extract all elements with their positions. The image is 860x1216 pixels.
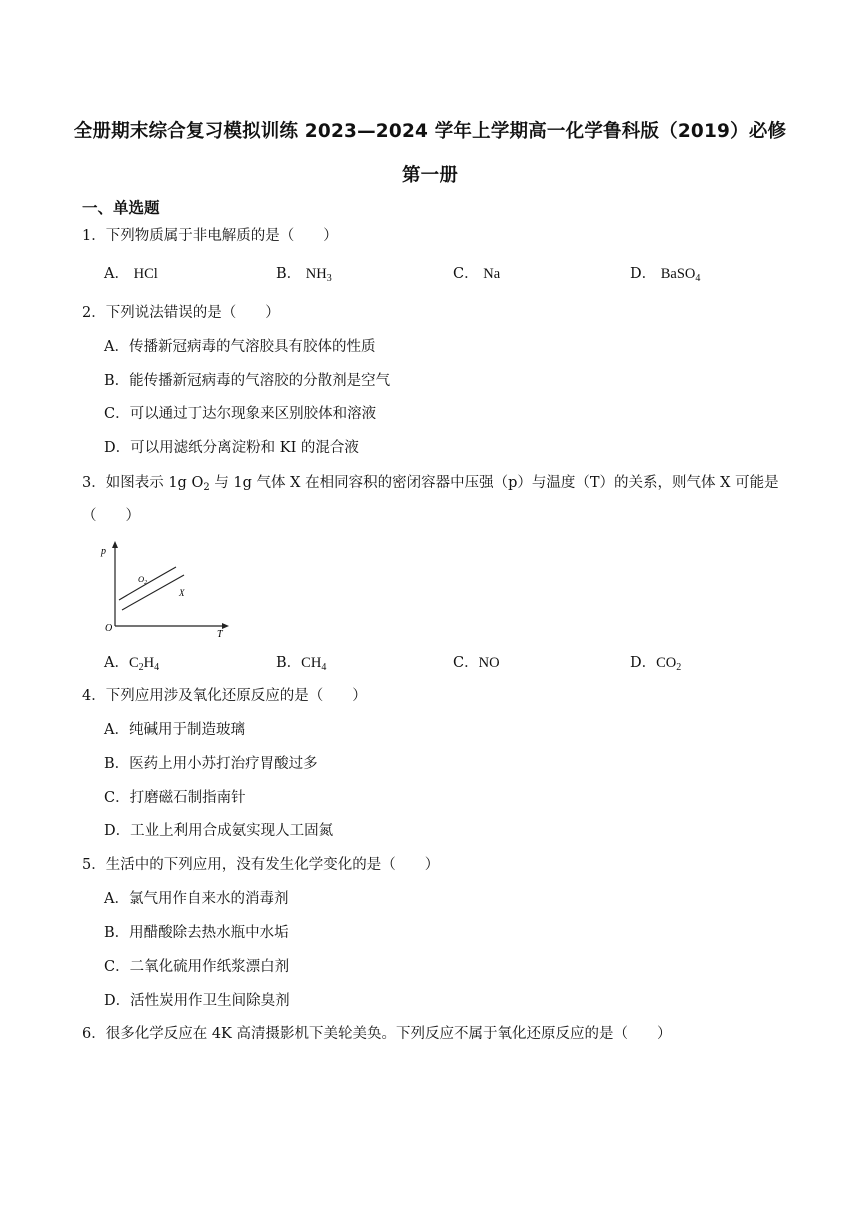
q4-option-c[interactable]: C．打磨磁石制指南针 [104,790,246,806]
q2-option-a[interactable]: A．传播新冠病毒的气溶胶具有胶体的性质 [104,339,376,355]
q4-option-b[interactable]: B．医药上用小苏打治疗胃酸过多 [104,756,318,772]
section-heading: 一、单选题 [82,199,160,217]
q4-option-d[interactable]: D．工业上利用合成氨实现人工固氮 [104,823,334,839]
option-text: NH [305,266,327,282]
question-6-stem: 6．很多化学反应在 4K 高清摄影机下美轮美奂。下列反应不属于氧化还原反应的是（ ） [82,1026,672,1042]
option-text: HCl [133,266,158,282]
document-title-line1: 全册期末综合复习模拟训练 2023—2024 学年上学期高一化学鲁科版（2019）必修 [73,121,787,142]
option-subscript: 3 [326,273,332,284]
document-title-line2: 第一册 [401,165,459,186]
option-subscript: 4 [695,273,701,284]
q1-option-b[interactable] [276,264,332,284]
q5-option-a[interactable]: A．氯气用作自来水的消毒剂 [104,891,289,907]
y-axis-arrow [112,541,118,548]
y-axis-label: p [101,546,106,557]
x-axis-arrow [222,623,229,629]
option-key: C． [453,266,479,282]
option-key: B． [276,266,302,282]
option-key: D． [630,266,657,282]
curve-x-label: X [179,588,185,598]
q3-option-c[interactable]: C．NO [453,655,500,671]
question-2-stem: 2．下列说法错误的是（ ） [82,305,280,321]
q2-option-d[interactable]: D．可以用滤纸分离淀粉和 KI 的混合液 [104,440,359,456]
q2-option-c[interactable]: C．可以通过丁达尔现象来区别胶体和溶液 [104,406,377,422]
q5-option-c[interactable]: C．二氧化硫用作纸浆漂白剂 [104,959,290,975]
q2-option-b[interactable]: B．能传播新冠病毒的气溶胶的分散剂是空气 [104,373,391,389]
q4-option-a[interactable]: A．纯碱用于制造玻璃 [104,722,245,738]
q5-option-d[interactable]: D．活性炭用作卫生间除臭剂 [104,993,290,1009]
option-text: Na [483,266,501,282]
q3-option-a[interactable]: A．$C_2H_4$ [104,655,160,673]
option-text: BaSO [660,266,696,282]
option-key: A． [104,266,129,282]
q1-option-c[interactable] [453,264,500,284]
q1-option-d[interactable] [630,264,700,284]
x-axis-label: T [217,629,223,640]
pressure-temperature-figure [98,540,233,640]
question-1-stem: 1．下列物质属于非电解质的是（ ） [82,228,338,244]
q5-option-b[interactable]: B．用醋酸除去热水瓶中水垢 [104,925,289,941]
curve-o2-label: $O_2$ [138,574,148,586]
q3-option-b[interactable]: B．$CH_4$ [276,655,327,673]
q1-option-a[interactable] [104,264,158,284]
question-4-stem: 4．下列应用涉及氧化还原反应的是（ ） [82,688,367,704]
origin-label: O [105,623,113,634]
question-5-stem: 5．生活中的下列应用，没有发生化学变化的是（ ） [82,857,440,873]
question-3-stem: 3．如图表示 1g $O_2$ 与 1g 气体 X 在相同容积的密闭容器中压强（p）与温度（T）的关系，则气体 X 可能是（ ） [82,475,779,524]
q3-option-d[interactable]: D．$CO_2$ [630,655,682,673]
